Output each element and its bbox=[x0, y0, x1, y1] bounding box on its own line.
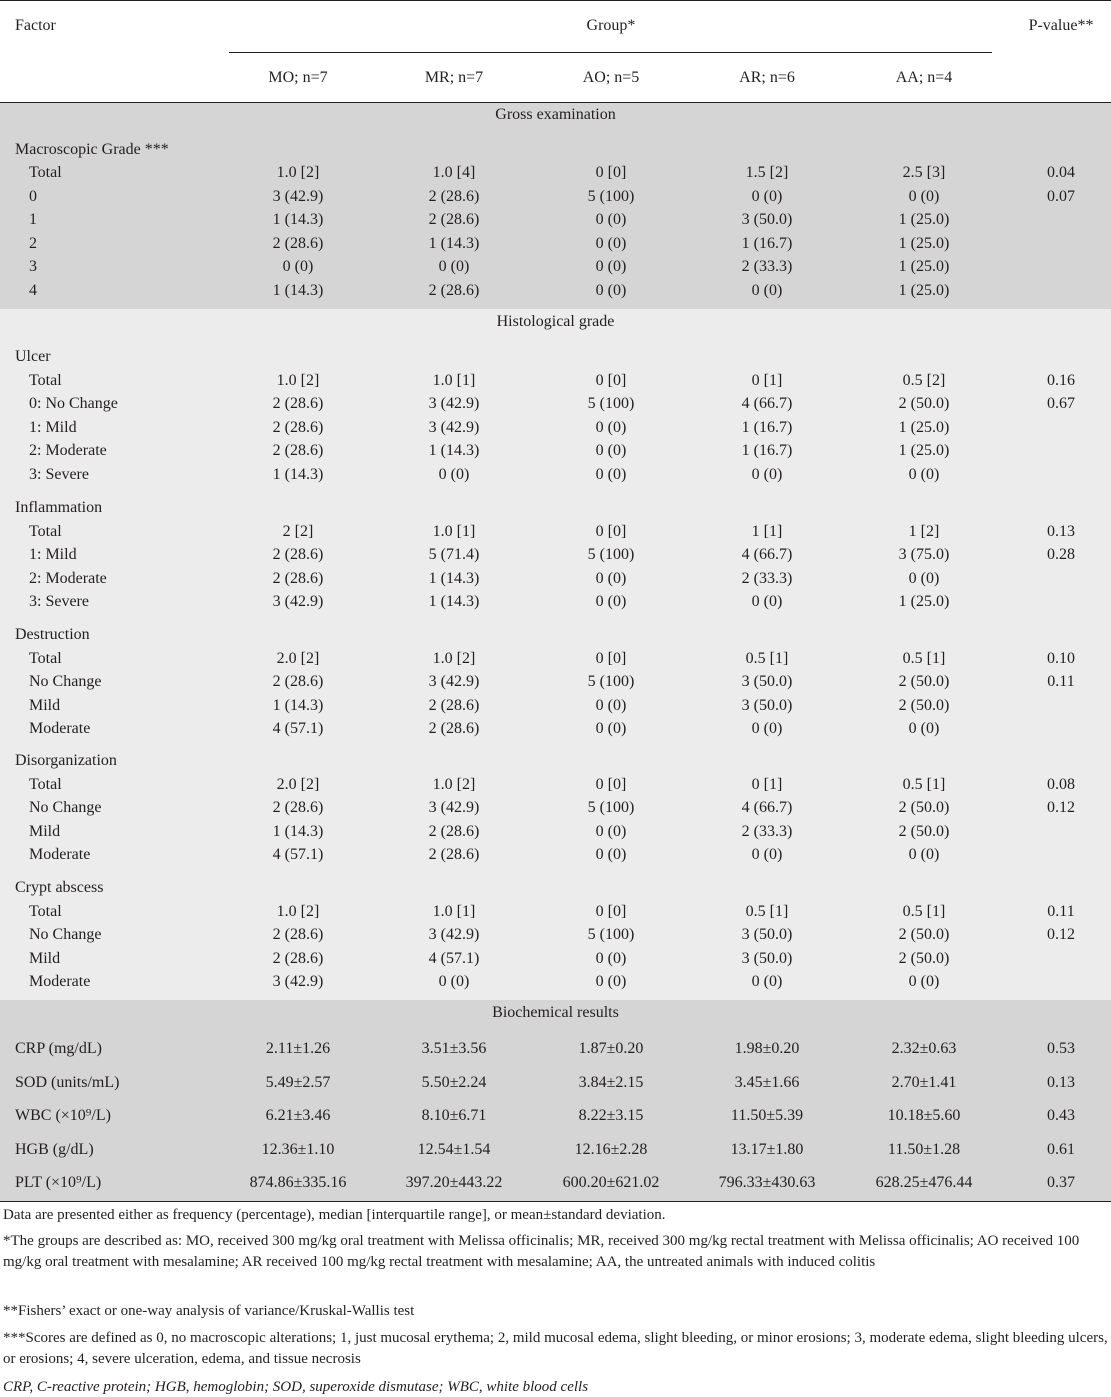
crypt-abscess-cell: 0.5 [1] bbox=[902, 903, 946, 920]
inflammation-row-label: 1: Mild bbox=[29, 546, 77, 564]
inflammation-cell: 1 [2] bbox=[908, 523, 940, 540]
crypt-abscess-cell: 2 (50.0) bbox=[898, 926, 950, 944]
crypt-abscess-cell: 0 (0) bbox=[908, 973, 940, 991]
crypt-abscess-cell: 1.0 [2] bbox=[276, 903, 320, 920]
biochemical-cell: 3.84±2.15 bbox=[578, 1073, 644, 1091]
ulcer-cell: 2 (28.6) bbox=[272, 442, 324, 460]
inflammation-cell: 5 (71.4) bbox=[428, 546, 480, 564]
table-header bbox=[0, 0, 1111, 103]
biochemical-row-label: PLT (×10⁹/L) bbox=[15, 1174, 102, 1192]
ulcer-row-label: 0: No Change bbox=[29, 395, 118, 413]
disorganization-cell: 2 (33.3) bbox=[741, 822, 793, 840]
inflammation-cell: 2 [2] bbox=[282, 523, 314, 540]
inflammation-pvalue: 0.28 bbox=[1047, 546, 1075, 564]
inflammation-row bbox=[0, 567, 1111, 590]
macroscopic-grade-cell: 0 (0) bbox=[908, 187, 940, 205]
inflammation-cell: 3 (75.0) bbox=[898, 546, 950, 564]
macroscopic-grade-cell: 0 (0) bbox=[751, 187, 783, 205]
macroscopic-grade-cell: 1 (25.0) bbox=[898, 234, 950, 252]
disorganization-cell: 0 [1] bbox=[751, 776, 783, 793]
macroscopic-grade-cell: 0 [0] bbox=[595, 164, 627, 181]
macroscopic-grade-cell: 1.5 [2] bbox=[745, 164, 789, 181]
ulcer-cell: 1 (25.0) bbox=[898, 418, 950, 436]
biochemical-cell: 12.16±2.28 bbox=[574, 1140, 648, 1158]
disorganization-cell: 0 (0) bbox=[595, 846, 627, 864]
destruction-cell: 0 (0) bbox=[595, 696, 627, 714]
disorganization-row bbox=[0, 820, 1111, 843]
disorganization-cell: 2.0 [2] bbox=[276, 776, 320, 793]
ulcer-row bbox=[0, 369, 1111, 392]
ulcer-row bbox=[0, 416, 1111, 439]
inflammation-cell: 0 (0) bbox=[751, 593, 783, 611]
ulcer-cell: 1 (14.3) bbox=[428, 442, 480, 460]
macroscopic-grade-cell: 0 (0) bbox=[595, 281, 627, 299]
biochemical-cell: 11.50±1.28 bbox=[887, 1140, 961, 1158]
crypt-abscess-cell: 2 (50.0) bbox=[898, 949, 950, 967]
ulcer-cell: 0 (0) bbox=[595, 442, 627, 460]
ulcer-cell: 1 (14.3) bbox=[272, 465, 324, 483]
inflammation-cell: 1 (14.3) bbox=[428, 593, 480, 611]
biochemical-row-label: WBC (×10⁹/L) bbox=[15, 1107, 111, 1125]
crypt-abscess-pvalue: 0.12 bbox=[1047, 926, 1075, 944]
biochemical-cell: 11.50±5.39 bbox=[730, 1107, 804, 1125]
macroscopic-grade-cell: 2 (28.6) bbox=[272, 234, 324, 252]
disorganization-row-label: Moderate bbox=[29, 846, 91, 864]
inflammation-cell: 2 (28.6) bbox=[272, 546, 324, 564]
crypt-abscess-cell: 0 (0) bbox=[595, 973, 627, 991]
disorganization-cell: 0 (0) bbox=[908, 846, 940, 864]
biochemical-row bbox=[0, 1032, 1111, 1066]
crypt-abscess-row-label: Moderate bbox=[29, 973, 91, 991]
macroscopic-grade-cell: 1 (25.0) bbox=[898, 211, 950, 228]
macroscopic-grade-cell: 1 (25.0) bbox=[898, 258, 950, 275]
macroscopic-grade-cell: 2 (33.3) bbox=[741, 258, 793, 275]
biochemical-cell: 12.54±1.54 bbox=[417, 1140, 491, 1158]
biochemical-results-title: Biochemical results bbox=[492, 1004, 619, 1021]
inflammation-cell: 0 [0] bbox=[595, 523, 627, 540]
macroscopic-grade-pvalue: 0.07 bbox=[1047, 187, 1075, 205]
footnote-data: Data are presented either as frequency (percentage), median [interquartile range], or mean±standard deviation. bbox=[3, 1207, 666, 1223]
destruction-row bbox=[0, 717, 1111, 740]
biochemical-row bbox=[0, 1166, 1111, 1200]
disorganization-row bbox=[0, 773, 1111, 796]
destruction-row-label: No Change bbox=[29, 673, 102, 691]
destruction-cell: 5 (100) bbox=[587, 673, 635, 691]
destruction-cell: 0.5 [1] bbox=[902, 650, 946, 667]
crypt-abscess-cell: 0.5 [1] bbox=[745, 903, 789, 920]
crypt-abscess-row-label: Total bbox=[29, 903, 62, 920]
biochemical-cell: 2.32±0.63 bbox=[891, 1040, 957, 1057]
macroscopic-grade-cell: 0 (0) bbox=[438, 258, 470, 275]
ulcer-cell: 3 (42.9) bbox=[428, 395, 480, 413]
biochemical-cell: 3.45±1.66 bbox=[734, 1073, 800, 1091]
disorganization-row bbox=[0, 796, 1111, 819]
ulcer-cell: 1.0 [1] bbox=[432, 372, 476, 389]
biochemical-pvalue: 0.37 bbox=[1047, 1174, 1075, 1192]
group-header-ar: AR; n=6 bbox=[739, 69, 795, 86]
macroscopic-grade-row-label: 3 bbox=[29, 258, 37, 275]
macroscopic-grade-row-label: 0 bbox=[29, 187, 37, 205]
crypt-abscess-cell: 0 (0) bbox=[438, 973, 470, 991]
ulcer-cell: 0 (0) bbox=[438, 465, 470, 483]
biochemical-pvalue: 0.61 bbox=[1047, 1140, 1075, 1158]
destruction-cell: 2 (50.0) bbox=[898, 696, 950, 714]
ulcer-row bbox=[0, 392, 1111, 415]
disorganization-pvalue: 0.12 bbox=[1047, 799, 1075, 817]
disorganization-cell: 2 (28.6) bbox=[428, 822, 480, 840]
inflammation-label: Inflammation bbox=[15, 499, 103, 516]
macroscopic-grade-cell: 1 (14.3) bbox=[272, 281, 324, 299]
destruction-row bbox=[0, 647, 1111, 670]
destruction-cell: 1 (14.3) bbox=[272, 696, 324, 714]
ulcer-cell: 1 (16.7) bbox=[741, 418, 793, 436]
biochemical-cell: 796.33±430.63 bbox=[718, 1174, 816, 1192]
footnote-groups: *The groups are described as: MO, received 300 mg/kg oral treatment with Melissa officinalis; MR, received 300 mg/kg rectal treatment with Melissa officinalis; AO received 100 mg/kg oral treatment with mesalamine; AR received 100 mg/kg rectal treatment with mesalamine; AA, the untreated animals with induced colitis bbox=[3, 1233, 1080, 1270]
ulcer-cell: 2 (28.6) bbox=[272, 395, 324, 413]
group-header-rule bbox=[229, 52, 992, 53]
ulcer-pvalue: 0.67 bbox=[1047, 395, 1075, 413]
destruction-row bbox=[0, 694, 1111, 717]
macroscopic-grade-row-label: 1 bbox=[29, 211, 37, 228]
table-bottom-rule bbox=[0, 1201, 1111, 1202]
ulcer-cell: 5 (100) bbox=[587, 395, 635, 413]
ulcer-cell: 2 (50.0) bbox=[898, 395, 950, 413]
biochemical-cell: 1.98±0.20 bbox=[734, 1040, 800, 1057]
crypt-abscess-cell: 0 (0) bbox=[595, 949, 627, 967]
ulcer-cell: 3 (42.9) bbox=[428, 418, 480, 436]
inflammation-cell: 1 (25.0) bbox=[898, 593, 950, 611]
ulcer-cell: 1 (16.7) bbox=[741, 442, 793, 460]
inflammation-cell: 2 (28.6) bbox=[272, 569, 324, 587]
macroscopic-grade-cell: 1.0 [2] bbox=[276, 164, 320, 181]
inflammation-cell: 1 [1] bbox=[751, 523, 783, 540]
ulcer-cell: 4 (66.7) bbox=[741, 395, 793, 413]
biochemical-row-label: CRP (mg/dL) bbox=[15, 1040, 102, 1057]
group-header: Group* bbox=[586, 17, 636, 34]
ulcer-cell: 0 (0) bbox=[908, 465, 940, 483]
macroscopic-grade-label: Macroscopic Grade *** bbox=[15, 141, 169, 158]
biochemical-cell: 600.20±621.02 bbox=[562, 1174, 660, 1192]
destruction-row bbox=[0, 670, 1111, 693]
crypt-abscess-cell: 3 (42.9) bbox=[272, 973, 324, 991]
macroscopic-grade-cell: 1 (16.7) bbox=[741, 234, 793, 252]
macroscopic-grade-row bbox=[0, 232, 1111, 255]
crypt-abscess-row bbox=[0, 923, 1111, 946]
biochemical-pvalue: 0.13 bbox=[1047, 1073, 1075, 1091]
inflammation-cell: 0 (0) bbox=[595, 569, 627, 587]
inflammation-cell: 3 (42.9) bbox=[272, 593, 324, 611]
ulcer-label: Ulcer bbox=[15, 348, 51, 365]
disorganization-cell: 4 (66.7) bbox=[741, 799, 793, 817]
disorganization-cell: 0 (0) bbox=[595, 822, 627, 840]
ulcer-row bbox=[0, 463, 1111, 486]
disorganization-cell: 0 [0] bbox=[595, 776, 627, 793]
ulcer-row-label: 2: Moderate bbox=[29, 442, 107, 460]
biochemical-cell: 2.11±1.26 bbox=[265, 1040, 331, 1057]
group-header-ao: AO; n=5 bbox=[582, 69, 640, 86]
crypt-abscess-row-label: Mild bbox=[29, 949, 61, 967]
macroscopic-grade-cell: 0 (0) bbox=[751, 281, 783, 299]
destruction-label: Destruction bbox=[15, 626, 90, 643]
crypt-abscess-row bbox=[0, 947, 1111, 970]
ulcer-cell: 0 (0) bbox=[595, 418, 627, 436]
footnote-tests: **Fishers’ exact or one-way analysis of variance/Kruskal-Wallis test bbox=[3, 1303, 415, 1319]
biochemical-row bbox=[0, 1099, 1111, 1133]
macroscopic-grade-row-label: 4 bbox=[29, 281, 37, 299]
destruction-pvalue: 0.10 bbox=[1047, 650, 1075, 667]
destruction-cell: 0 (0) bbox=[595, 720, 627, 738]
crypt-abscess-cell: 5 (100) bbox=[587, 926, 635, 944]
biochemical-cell: 1.87±0.20 bbox=[578, 1040, 644, 1057]
gross-examination-title: Gross examination bbox=[495, 106, 616, 123]
ulcer-row-label: 1: Mild bbox=[29, 418, 77, 436]
inflammation-pvalue: 0.13 bbox=[1047, 523, 1075, 540]
macroscopic-grade-cell: 1 (14.3) bbox=[272, 211, 324, 228]
macroscopic-grade-cell: 1 (14.3) bbox=[428, 234, 480, 252]
macroscopic-grade-pvalue: 0.04 bbox=[1047, 164, 1075, 181]
footnote-scores: ***Scores are defined as 0, no macroscopic alterations; 1, just mucosal erythema; 2, mild mucosal edema, slight bleeding, or minor erosions; 3, moderate edema, slight bleeding ulcers, or erosions; 4, severe ulceration, edema, and tissue necrosis bbox=[3, 1330, 1108, 1367]
disorganization-cell: 2 (28.6) bbox=[428, 846, 480, 864]
biochemical-cell: 8.10±6.71 bbox=[421, 1107, 487, 1125]
ulcer-row-label: Total bbox=[29, 372, 62, 389]
destruction-cell: 2.0 [2] bbox=[276, 650, 320, 667]
ulcer-cell: 0 [0] bbox=[595, 372, 627, 389]
disorganization-label: Disorganization bbox=[15, 752, 117, 769]
disorganization-cell: 3 (42.9) bbox=[428, 799, 480, 817]
macroscopic-grade-cell: 2 (28.6) bbox=[428, 211, 480, 228]
inflammation-row bbox=[0, 543, 1111, 566]
crypt-abscess-cell: 1.0 [1] bbox=[432, 903, 476, 920]
inflammation-cell: 4 (66.7) bbox=[741, 546, 793, 564]
macroscopic-grade-cell: 3 (50.0) bbox=[741, 211, 793, 228]
ulcer-row-label: 3: Severe bbox=[29, 465, 89, 483]
disorganization-cell: 1.0 [2] bbox=[432, 776, 476, 793]
destruction-cell: 0 (0) bbox=[751, 720, 783, 738]
inflammation-row bbox=[0, 590, 1111, 613]
destruction-cell: 0 [0] bbox=[595, 650, 627, 667]
inflammation-row-label: Total bbox=[29, 523, 62, 540]
macroscopic-grade-row bbox=[0, 185, 1111, 208]
biochemical-row bbox=[0, 1066, 1111, 1100]
ulcer-cell: 1.0 [2] bbox=[276, 372, 320, 389]
ulcer-row bbox=[0, 439, 1111, 462]
crypt-abscess-cell: 2 (28.6) bbox=[272, 949, 324, 967]
crypt-abscess-cell: 3 (50.0) bbox=[741, 926, 793, 944]
macroscopic-grade-cell: 2.5 [3] bbox=[902, 164, 946, 181]
biochemical-row bbox=[0, 1133, 1111, 1167]
disorganization-cell: 2 (50.0) bbox=[898, 822, 950, 840]
macroscopic-grade-cell: 0 (0) bbox=[595, 234, 627, 252]
biochemical-cell: 13.17±1.80 bbox=[730, 1140, 804, 1158]
disorganization-cell: 0 (0) bbox=[751, 846, 783, 864]
macroscopic-grade-row-label: 2 bbox=[29, 234, 37, 252]
inflammation-row-label: 2: Moderate bbox=[29, 569, 107, 587]
ulcer-pvalue: 0.16 bbox=[1047, 372, 1075, 389]
biochemical-cell: 6.21±3.46 bbox=[265, 1107, 331, 1125]
disorganization-cell: 4 (57.1) bbox=[272, 846, 324, 864]
disorganization-row-label: Mild bbox=[29, 822, 61, 840]
macroscopic-grade-cell: 2 (28.6) bbox=[428, 187, 480, 205]
macroscopic-grade-row bbox=[0, 161, 1111, 184]
inflammation-cell: 0 (0) bbox=[908, 569, 940, 587]
factor-header: Factor bbox=[15, 17, 56, 34]
destruction-cell: 3 (42.9) bbox=[428, 673, 480, 691]
crypt-abscess-cell: 0 (0) bbox=[751, 973, 783, 991]
inflammation-row bbox=[0, 520, 1111, 543]
group-header-mr: MR; n=7 bbox=[424, 69, 484, 86]
inflammation-row-label: 3: Severe bbox=[29, 593, 89, 611]
ulcer-cell: 1 (25.0) bbox=[898, 442, 950, 460]
crypt-abscess-pvalue: 0.11 bbox=[1047, 903, 1075, 920]
destruction-cell: 2 (50.0) bbox=[898, 673, 950, 691]
destruction-cell: 3 (50.0) bbox=[741, 696, 793, 714]
biochemical-cell: 8.22±3.15 bbox=[578, 1107, 644, 1125]
macroscopic-grade-cell: 2 (28.6) bbox=[428, 281, 480, 299]
macroscopic-grade-cell: 1.0 [4] bbox=[432, 164, 476, 181]
histological-grade-title: Histological grade bbox=[496, 313, 615, 330]
destruction-row-label: Moderate bbox=[29, 720, 91, 738]
biochemical-cell: 874.86±335.16 bbox=[249, 1174, 347, 1192]
biochemical-cell: 5.49±2.57 bbox=[265, 1073, 331, 1091]
biochemical-cell: 397.20±443.22 bbox=[405, 1174, 503, 1192]
macroscopic-grade-row bbox=[0, 208, 1111, 231]
footnote-abbreviations: CRP, C-reactive protein; HGB, hemoglobin; SOD, superoxide dismutase; WBC, white blood cells bbox=[3, 1379, 589, 1395]
destruction-pvalue: 0.11 bbox=[1047, 673, 1075, 691]
ulcer-cell: 0.5 [2] bbox=[902, 372, 946, 389]
destruction-cell: 2 (28.6) bbox=[428, 720, 480, 738]
crypt-abscess-cell: 2 (28.6) bbox=[272, 926, 324, 944]
crypt-abscess-cell: 3 (42.9) bbox=[428, 926, 480, 944]
biochemical-cell: 3.51±3.56 bbox=[421, 1040, 487, 1057]
crypt-abscess-row bbox=[0, 900, 1111, 923]
macroscopic-grade-cell: 0 (0) bbox=[595, 258, 627, 275]
disorganization-cell: 2 (50.0) bbox=[898, 799, 950, 817]
biochemical-pvalue: 0.53 bbox=[1047, 1040, 1075, 1057]
destruction-cell: 1.0 [2] bbox=[432, 650, 476, 667]
destruction-cell: 2 (28.6) bbox=[428, 696, 480, 714]
inflammation-cell: 0 (0) bbox=[595, 593, 627, 611]
biochemical-row-label: HGB (g/dL) bbox=[15, 1140, 94, 1158]
crypt-abscess-cell: 3 (50.0) bbox=[741, 949, 793, 967]
destruction-cell: 4 (57.1) bbox=[272, 720, 324, 738]
pvalue-header: P-value** bbox=[1028, 17, 1094, 34]
destruction-cell: 2 (28.6) bbox=[272, 673, 324, 691]
disorganization-row-label: No Change bbox=[29, 799, 102, 817]
crypt-abscess-cell: 4 (57.1) bbox=[428, 949, 480, 967]
crypt-abscess-cell: 0 [0] bbox=[595, 903, 627, 920]
inflammation-cell: 1.0 [1] bbox=[432, 523, 476, 540]
disorganization-cell: 5 (100) bbox=[587, 799, 635, 817]
macroscopic-grade-cell: 5 (100) bbox=[587, 187, 635, 205]
biochemical-cell: 12.36±1.10 bbox=[261, 1140, 335, 1158]
biochemical-row-label: SOD (units/mL) bbox=[15, 1073, 120, 1091]
macroscopic-grade-cell: 1 (25.0) bbox=[898, 281, 950, 299]
biochemical-cell: 628.25±476.44 bbox=[875, 1174, 973, 1192]
disorganization-cell: 0.5 [1] bbox=[902, 776, 946, 793]
ulcer-cell: 0 (0) bbox=[751, 465, 783, 483]
biochemical-pvalue: 0.43 bbox=[1047, 1107, 1075, 1125]
crypt-abscess-label: Crypt abscess bbox=[15, 879, 104, 896]
macroscopic-grade-row-label: Total bbox=[29, 164, 62, 181]
inflammation-cell: 1 (14.3) bbox=[428, 569, 480, 587]
disorganization-cell: 1 (14.3) bbox=[272, 822, 324, 840]
inflammation-cell: 5 (100) bbox=[587, 546, 635, 564]
ulcer-cell: 0 [1] bbox=[751, 372, 783, 389]
macroscopic-grade-row bbox=[0, 255, 1111, 278]
disorganization-cell: 2 (28.6) bbox=[272, 799, 324, 817]
destruction-row-label: Total bbox=[29, 650, 62, 667]
group-header-aa: AA; n=4 bbox=[895, 69, 953, 86]
ulcer-cell: 2 (28.6) bbox=[272, 418, 324, 436]
disorganization-pvalue: 0.08 bbox=[1047, 776, 1075, 793]
group-header-mo: MO; n=7 bbox=[268, 69, 328, 86]
macroscopic-grade-row bbox=[0, 279, 1111, 302]
disorganization-row bbox=[0, 843, 1111, 866]
biochemical-cell: 10.18±5.60 bbox=[887, 1107, 961, 1125]
ulcer-cell: 0 (0) bbox=[595, 465, 627, 483]
biochemical-cell: 2.70±1.41 bbox=[891, 1073, 957, 1091]
macroscopic-grade-cell: 0 (0) bbox=[282, 258, 314, 275]
destruction-cell: 3 (50.0) bbox=[741, 673, 793, 691]
destruction-row-label: Mild bbox=[29, 696, 61, 714]
destruction-cell: 0.5 [1] bbox=[745, 650, 789, 667]
destruction-cell: 0 (0) bbox=[908, 720, 940, 738]
disorganization-row-label: Total bbox=[29, 776, 62, 793]
biochemical-cell: 5.50±2.24 bbox=[421, 1073, 487, 1091]
crypt-abscess-row-label: No Change bbox=[29, 926, 102, 944]
macroscopic-grade-cell: 3 (42.9) bbox=[272, 187, 324, 205]
macroscopic-grade-cell: 0 (0) bbox=[595, 211, 627, 228]
crypt-abscess-row bbox=[0, 970, 1111, 993]
inflammation-cell: 2 (33.3) bbox=[741, 569, 793, 587]
